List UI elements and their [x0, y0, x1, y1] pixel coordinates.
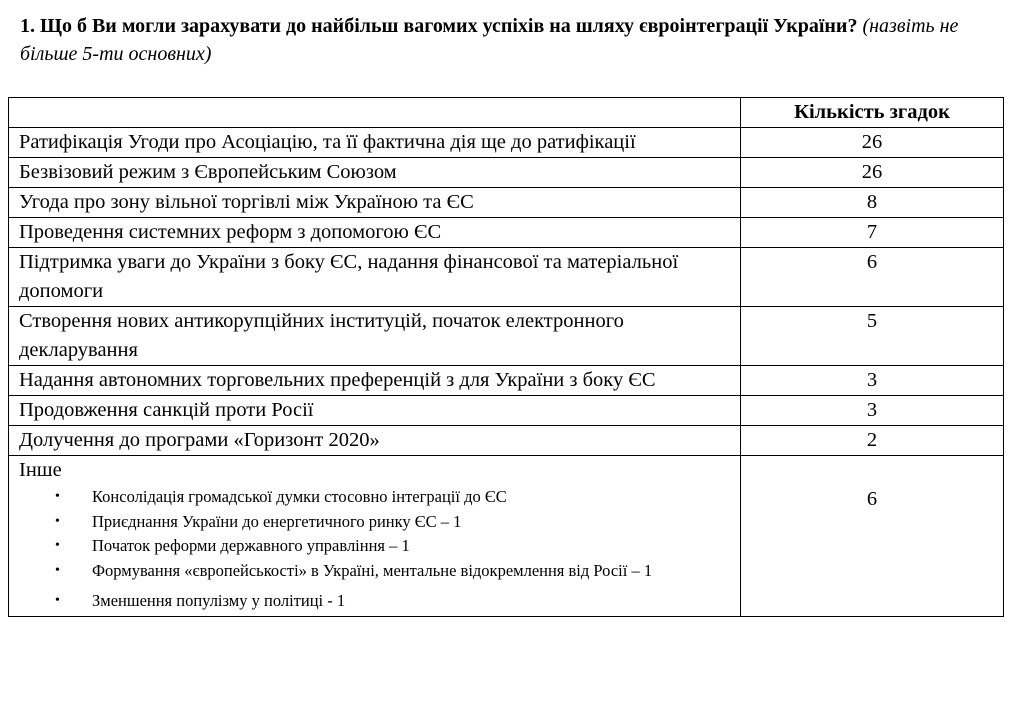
row-label: Проведення системних реформ з допомогою ЄС [9, 218, 741, 248]
list-item-text: Консолідація громадської думки стосовно інтеграції до ЄС [92, 487, 507, 506]
row-count: 7 [741, 218, 1004, 248]
list-item [55, 485, 734, 510]
other-cell [9, 456, 741, 617]
bullet-icon: • [55, 489, 60, 504]
row-count: 26 [741, 158, 1004, 188]
row-count: 26 [741, 128, 1004, 158]
list-item-text: Зменшення популізму у політиці - 1 [92, 591, 346, 610]
list-item [55, 559, 734, 584]
list-item [55, 589, 734, 614]
results-table [8, 97, 1004, 617]
header-mentions-count: Кількість згадок [741, 98, 1004, 128]
list-item [55, 510, 734, 535]
question-text: Що б Ви могли зарахувати до найбільш вагомих успіхів на шляху євроінтеграції України? [40, 15, 858, 37]
table-row [9, 158, 1004, 188]
row-label: Долучення до програми «Горизонт 2020» [9, 426, 741, 456]
bullet-icon: • [55, 593, 60, 608]
row-label: Надання автономних торговельних преференцій з для України з боку ЄС [9, 366, 741, 396]
question-note: (назвіть не більше 5-ти основних) [20, 15, 959, 65]
table-row [9, 248, 1004, 307]
table-row [9, 128, 1004, 158]
other-label: Інше [19, 459, 62, 481]
row-count: 8 [741, 188, 1004, 218]
question-heading [20, 12, 995, 68]
list-item-text: Початок реформи державного управління – 1 [92, 536, 410, 555]
table-row [9, 396, 1004, 426]
row-count: 5 [741, 307, 1004, 366]
row-count: 6 [741, 248, 1004, 307]
table-row [9, 426, 1004, 456]
row-label: Безвізовий режим з Європейським Союзом [9, 158, 741, 188]
table-row [9, 366, 1004, 396]
table-row [9, 188, 1004, 218]
row-label: Угода про зону вільної торгівлі між Україною та ЄС [9, 188, 741, 218]
table-row [9, 307, 1004, 366]
question-number: 1. [20, 15, 35, 37]
row-label: Ратифікація Угоди про Асоціацію, та її фактична дія ще до ратифікації [9, 128, 741, 158]
bullet-icon: • [55, 538, 60, 553]
table-row-other [9, 456, 1004, 617]
bullet-icon: • [55, 513, 60, 529]
table-row [9, 218, 1004, 248]
list-item [55, 534, 734, 559]
row-count: 6 [741, 456, 1004, 617]
bullet-icon: • [55, 562, 60, 578]
row-count: 2 [741, 426, 1004, 456]
list-item-text: Приєднання України до енергетичного ринку ЄС – 1 [92, 511, 462, 531]
other-items-list [19, 485, 734, 614]
list-item-text: Формування «європейськості» в Україні, ментальне відокремлення від Росії – 1 [92, 560, 653, 580]
row-label: Продовження санкцій проти Росії [9, 396, 741, 426]
row-count: 3 [741, 366, 1004, 396]
header-achievement [9, 98, 741, 128]
table-header-row [9, 98, 1004, 128]
row-label: Підтримка уваги до України з боку ЄС, надання фінансової та матеріальної допомоги [9, 248, 741, 307]
row-count: 3 [741, 396, 1004, 426]
row-label: Створення нових антикорупційних інституцій, початок електронного декларування [9, 307, 741, 366]
